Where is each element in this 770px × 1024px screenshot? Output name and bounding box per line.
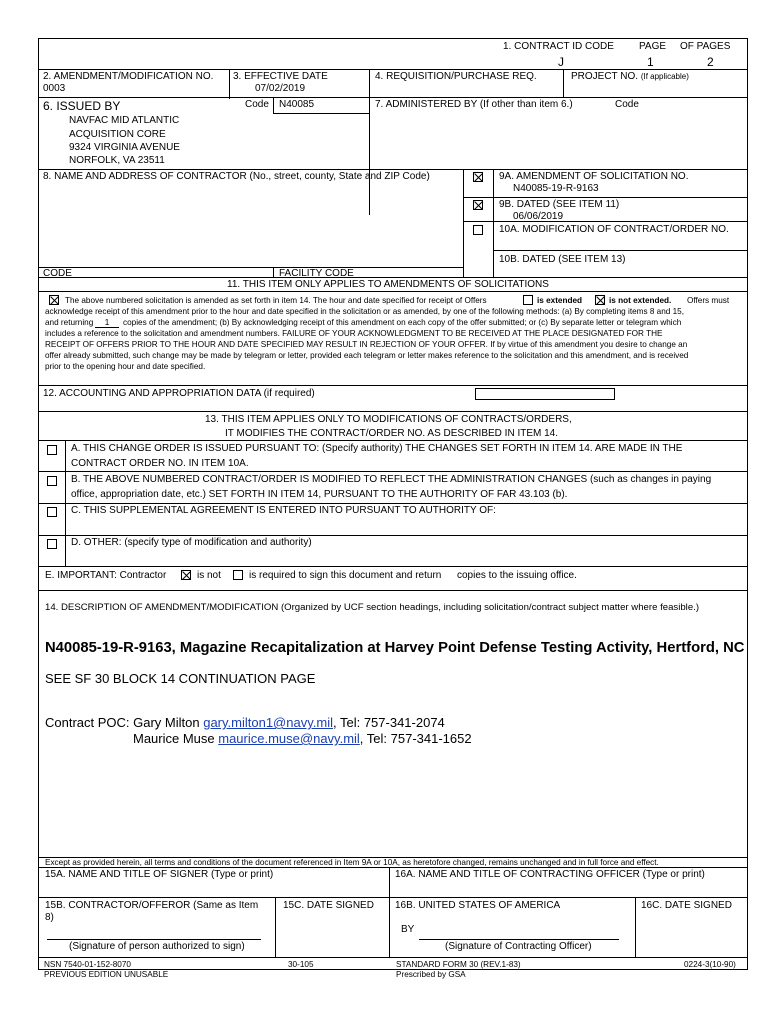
prescribed-by: Prescribed by GSA	[396, 970, 466, 979]
item14-label: 14. DESCRIPTION OF AMENDMENT/MODIFICATION (Organized by UCF section headings, including solicitation/contract subject matter where feasible.)	[45, 602, 700, 613]
divider	[273, 113, 369, 114]
divider	[389, 867, 390, 957]
checkbox-13d[interactable]	[47, 539, 57, 549]
amendment-label: 2. AMENDMENT/MODIFICATION NO.	[43, 71, 214, 82]
item14-see-sf: SEE SF 30 BLOCK 14 CONTINUATION PAGE	[45, 671, 316, 686]
checkbox-13a[interactable]	[47, 445, 57, 455]
is-not-label: is not	[197, 570, 221, 581]
amendment-value[interactable]: 0003	[43, 83, 66, 94]
divider	[275, 897, 276, 957]
important-copies: copies to the issuing office.	[457, 570, 577, 581]
item11-lead: The above numbered solicitation is amended as set forth in item 14. The hour and date specified for receipt of Offers	[65, 296, 487, 305]
15b-label-2: 8)	[45, 912, 54, 923]
divider	[39, 440, 747, 441]
divider	[39, 566, 747, 567]
item14-headline: N40085-19-R-9163, Magazine Recapitalization at Harvey Point Defense Testing Activity, Hertford, NC	[45, 640, 745, 656]
important-rest: is required to sign this document and return	[249, 570, 442, 581]
item11-title: 11. THIS ITEM ONLY APPLIES TO AMENDMENTS OF SOLICITATIONS	[227, 279, 549, 290]
footer-note: Except as provided herein, all terms and conditions of the document referenced in Item 9A or 10A, as heretofore changed, remains unchanged and in full force and effect.	[45, 858, 659, 867]
divider	[369, 69, 370, 215]
issued-line-1: NAVFAC MID ATLANTIC	[69, 115, 180, 126]
checkbox-is-extended[interactable]	[523, 295, 533, 305]
copies-value[interactable]: 1	[95, 318, 119, 328]
divider	[39, 97, 747, 98]
page-label: PAGE	[639, 41, 667, 52]
offers-must-label: Offers must	[687, 296, 730, 305]
item11-line3a: and returning	[45, 318, 94, 327]
item11-line3b: copies of the amendment; (b) By acknowledging receipt of this amendment on each copy of the offer submitted; or (c) By separate letter or telegram which	[123, 318, 682, 327]
issued-line-2: ACQUISITION CORE	[69, 129, 166, 140]
item11-line4: includes a reference to the solicitation and amendment numbers. FAILURE OF YOUR ACKNOWLEDGMENT TO BE RECEIVED AT THE PLACE DESIGNATED FOR THE	[45, 329, 663, 338]
divider	[39, 267, 463, 268]
project-label: PROJECT NO. (If applicable)	[571, 71, 689, 82]
divider	[39, 471, 747, 472]
divider	[273, 267, 274, 277]
checkbox-10a[interactable]	[473, 225, 483, 235]
checkbox-9a[interactable]	[473, 172, 483, 182]
requisition-label: 4. REQUISITION/PURCHASE REQ.	[375, 71, 537, 82]
checkbox-is-not[interactable]	[181, 570, 191, 580]
signature-contractor-caption: (Signature of person authorized to sign)	[69, 941, 245, 952]
divider	[229, 69, 230, 99]
item11-line5: RECEIPT OF OFFERS PRIOR TO THE HOUR AND DATE SPECIFIED MAY RESULT IN REJECTION OF YOUR OFFER. If by virtue of this amendment you desire to change an	[45, 340, 688, 349]
issued-code-label: Code	[245, 99, 269, 110]
effective-date-label: 3. EFFECTIVE DATE	[233, 71, 328, 82]
item13-b1: B. THE ABOVE NUMBERED CONTRACT/ORDER IS MODIFIED TO REFLECT THE ADMINISTRATION CHANGES (such as changes in paying	[71, 474, 712, 485]
is-extended-label: is extended	[537, 296, 583, 305]
poc-line-2	[133, 731, 472, 746]
item11-line7: prior to the opening hour and date specified.	[45, 362, 206, 371]
15c-label: 15C. DATE SIGNED	[283, 900, 374, 911]
important-label: E. IMPORTANT: Contractor	[45, 570, 167, 581]
poc2-email-link[interactable]: maurice.muse@navy.mil	[218, 731, 360, 746]
9a-value[interactable]: N40085-19-R-9163	[513, 183, 599, 194]
10b-label: 10B. DATED (SEE ITEM 13)	[499, 254, 626, 265]
divider	[273, 97, 274, 113]
signature-officer-caption: (Signature of Contracting Officer)	[445, 941, 592, 952]
page-value[interactable]: 1	[647, 55, 654, 69]
signature-line-contractor[interactable]	[47, 939, 261, 940]
divider	[39, 411, 747, 412]
16b-label: 16B. UNITED STATES OF AMERICA	[395, 900, 561, 911]
checkbox-item11[interactable]	[49, 295, 59, 305]
item12-label: 12. ACCOUNTING AND APPROPRIATION DATA (if required)	[43, 388, 315, 399]
divider	[39, 897, 747, 898]
checkbox-is-required[interactable]	[233, 570, 243, 580]
issued-line-3: 9324 VIRGINIA AVENUE	[69, 142, 180, 153]
item13-title1: 13. THIS ITEM APPLIES ONLY TO MODIFICATIONS OF CONTRACTS/ORDERS,	[205, 414, 572, 425]
poc2-tel: , Tel: 757-341-1652	[359, 731, 472, 746]
divider	[39, 277, 747, 278]
divider	[463, 221, 747, 222]
accounting-data-field[interactable]	[475, 388, 615, 400]
form-code: 0224-3(10-90)	[684, 960, 736, 969]
divider	[563, 69, 564, 97]
issued-line-4: NORFOLK, VA 23511	[69, 155, 165, 166]
divider	[493, 250, 747, 251]
divider	[39, 169, 747, 170]
poc-line-1	[45, 715, 445, 730]
10a-label: 10A. MODIFICATION OF CONTRACT/ORDER NO.	[499, 224, 729, 235]
poc2-prefix: Maurice Muse	[133, 731, 219, 746]
of-pages-label: OF PAGES	[680, 41, 731, 52]
divider	[39, 503, 747, 504]
standard-form: STANDARD FORM 30 (REV.1-83)	[396, 960, 521, 969]
contractor-label: 8. NAME AND ADDRESS OF CONTRACTOR (No., street, county, State and ZIP Code)	[43, 171, 430, 182]
divider	[39, 385, 747, 386]
item13-a2: CONTRACT ORDER NO. IN ITEM 10A.	[71, 458, 249, 469]
divider	[493, 169, 494, 277]
administered-by-label: 7. ADMINISTERED BY (If other than item 6.)	[375, 99, 573, 110]
facility-code-label: FACILITY CODE	[279, 268, 354, 279]
issued-by-label: 6. ISSUED BY	[43, 99, 121, 113]
item13-a1: A. THIS CHANGE ORDER IS ISSUED PURSUANT TO: (Specify authority) THE CHANGES SET FORTH IN ITEM 14. ARE MADE IN THE	[71, 443, 683, 454]
sf30-form	[38, 38, 748, 970]
16a-label: 16A. NAME AND TITLE OF CONTRACTING OFFICER (Type or print)	[395, 869, 705, 880]
divider	[39, 291, 747, 292]
divider	[463, 169, 464, 277]
divider	[635, 897, 636, 957]
issued-code-value[interactable]: N40085	[279, 99, 315, 110]
item11-line6: offer already submitted, such change may be made by telegram or letter, provided each telegram or letter makes reference to the solicitation and this amendment, and is received	[45, 351, 689, 360]
item13-c: C. THIS SUPPLEMENTAL AGREEMENT IS ENTERED INTO PURSUANT TO AUTHORITY OF:	[71, 505, 496, 516]
previous-edition: PREVIOUS EDITION UNUSABLE	[44, 970, 169, 979]
15b-label-1: 15B. CONTRACTOR/OFFEROR (Same as Item	[45, 900, 259, 911]
code-label: CODE	[43, 268, 72, 279]
9a-label: 9A. AMENDMENT OF SOLICITATION NO.	[499, 171, 689, 182]
form-number: 30-105	[288, 960, 314, 969]
divider	[39, 867, 747, 868]
checkbox-13c[interactable]	[47, 507, 57, 517]
divider	[39, 590, 747, 591]
divider	[463, 197, 747, 198]
divider	[39, 535, 747, 536]
contract-id-value[interactable]: J	[558, 55, 564, 69]
checkbox-is-not-extended[interactable]	[595, 295, 605, 305]
16c-label: 16C. DATE SIGNED	[641, 900, 732, 911]
poc1-email-link[interactable]: gary.milton1@navy.mil	[203, 715, 333, 730]
checkbox-9b[interactable]	[473, 200, 483, 210]
item11-line2: acknowledge receipt of this amendment prior to the hour and date specified in the solicitation or as amended, by one of the following methods: (a) By completing items 8 and 15,	[45, 307, 684, 316]
signature-line-officer[interactable]	[419, 939, 619, 940]
nsn-number: NSN 7540-01-152-8070	[44, 960, 131, 969]
checkbox-13b[interactable]	[47, 476, 57, 486]
item13-d: D. OTHER: (specify type of modification and authority)	[71, 537, 312, 548]
15a-label: 15A. NAME AND TITLE OF SIGNER (Type or print)	[45, 869, 274, 880]
9b-value[interactable]: 06/06/2019	[513, 211, 564, 222]
item13-title2: IT MODIFIES THE CONTRACT/ORDER NO. AS DESCRIBED IN ITEM 14.	[225, 428, 559, 439]
9b-label: 9B. DATED (SEE ITEM 11)	[499, 199, 620, 210]
divider	[39, 957, 747, 958]
effective-date-value[interactable]: 07/02/2019	[255, 83, 306, 94]
by-label: BY	[401, 924, 415, 935]
administered-code-label: Code	[615, 99, 639, 110]
poc1-tel: , Tel: 757-341-2074	[332, 715, 445, 730]
is-not-extended-label: is not extended.	[609, 296, 672, 305]
item13-b2: office, appropriation date, etc.) SET FORTH IN ITEM 14, PURSUANT TO THE AUTHORITY OF FAR 43.103 (b).	[71, 489, 568, 500]
poc1-prefix: Contract POC: Gary Milton	[45, 715, 204, 730]
divider	[39, 69, 747, 70]
contract-id-label: 1. CONTRACT ID CODE	[503, 41, 614, 52]
of-pages-value[interactable]: 2	[707, 55, 714, 69]
